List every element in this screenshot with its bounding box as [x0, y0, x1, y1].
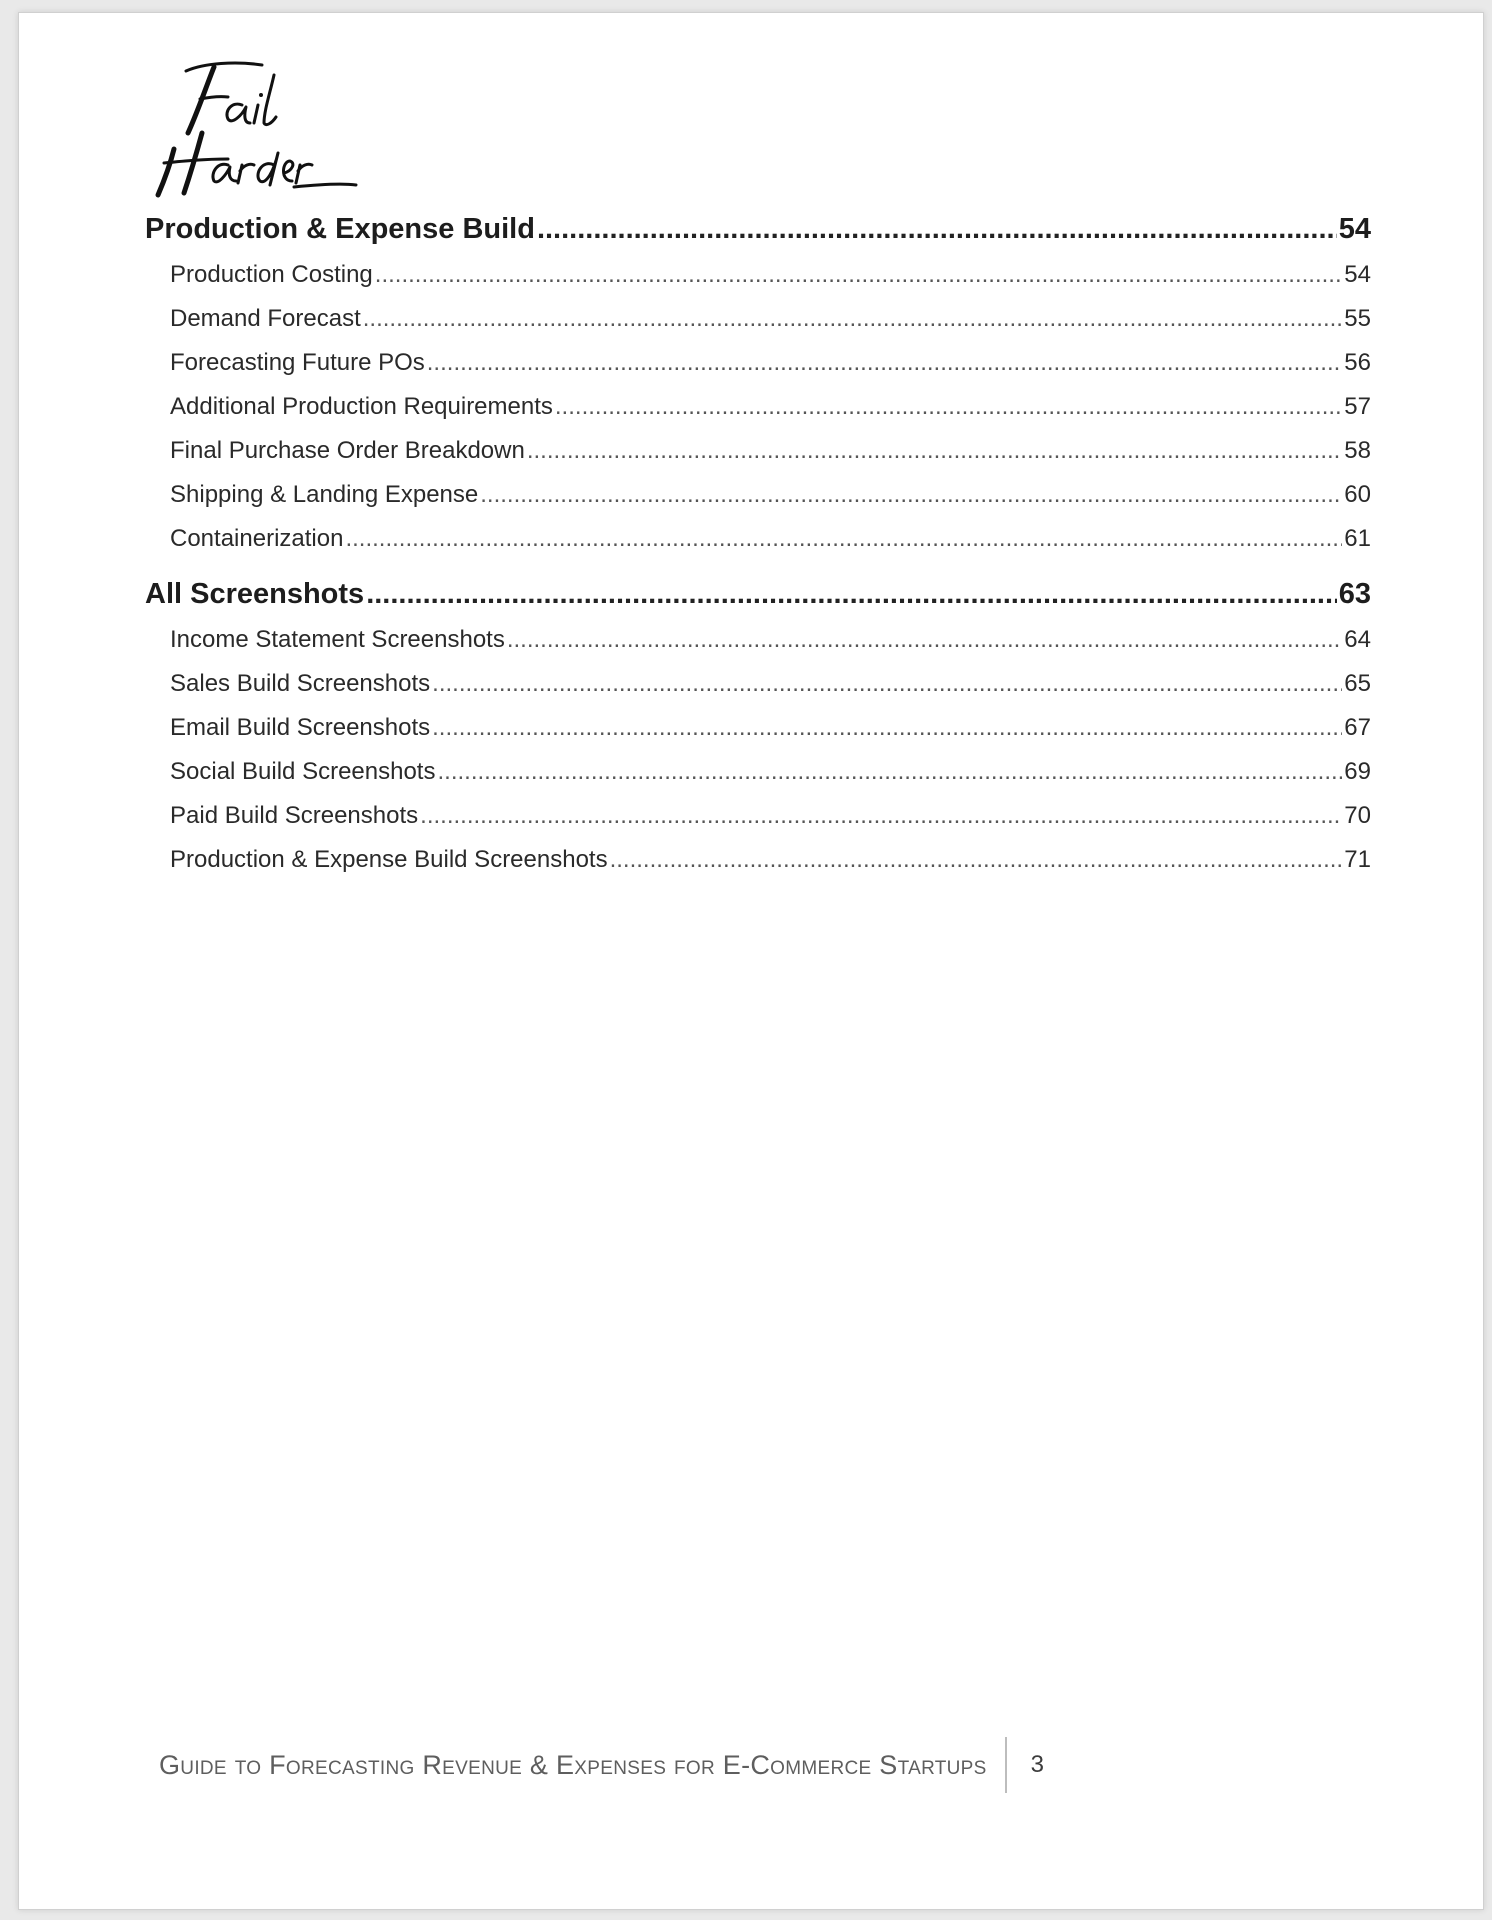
toc-entry-title: Demand Forecast [170, 305, 361, 332]
toc-entry-page-number: 58 [1344, 437, 1371, 464]
toc-entry-page-number: 57 [1344, 393, 1371, 420]
dot-leader [345, 517, 1342, 561]
toc-entry-title: Income Statement Screenshots [170, 626, 505, 653]
toc-entry-forecasting-future-pos[interactable] [145, 341, 1371, 385]
toc-entry-title: Sales Build Screenshots [170, 670, 431, 697]
toc-entry-production-expense-build-screenshots[interactable] [145, 838, 1371, 882]
toc-entry-title: Additional Production Requirements [170, 393, 553, 420]
toc-entry-page-number: 67 [1344, 714, 1371, 741]
toc-entry-social-build-screenshots[interactable] [145, 750, 1371, 794]
toc-entry-title: Containerization [170, 525, 344, 552]
footer-document-title: Guide to Forecasting Revenue & Expenses for E-Commerce Startups [159, 1737, 1007, 1793]
table-of-contents [145, 208, 1371, 882]
dot-leader [420, 794, 1342, 838]
toc-section-page-number: 54 [1338, 213, 1371, 245]
toc-entry-title: Production Costing [170, 261, 373, 288]
toc-section-title: Production & Expense Build [145, 213, 535, 245]
toc-entry-page-number: 69 [1344, 758, 1371, 785]
dot-leader [366, 573, 1337, 615]
toc-entry-page-number: 60 [1344, 481, 1371, 508]
toc-section-production-expense-build[interactable] [145, 208, 1371, 250]
toc-entry-page-number: 64 [1344, 626, 1371, 653]
dot-leader [480, 473, 1342, 517]
toc-entry-final-purchase-order-breakdown[interactable] [145, 429, 1371, 473]
toc-entry-page-number: 65 [1344, 670, 1371, 697]
toc-entry-shipping-landing-expense[interactable] [145, 473, 1371, 517]
toc-entry-title: Shipping & Landing Expense [170, 481, 479, 508]
toc-entry-title: Paid Build Screenshots [170, 802, 419, 829]
toc-entry-page-number: 61 [1344, 525, 1371, 552]
toc-entry-title: Email Build Screenshots [170, 714, 431, 741]
toc-entry-page-number: 56 [1344, 349, 1371, 376]
toc-entry-page-number: 54 [1344, 261, 1371, 288]
toc-section-title: All Screenshots [145, 578, 365, 610]
toc-entry-additional-production-requirements[interactable] [145, 385, 1371, 429]
dot-leader [375, 253, 1343, 297]
toc-entry-production-costing[interactable] [145, 253, 1371, 297]
footer-page-number: 3 [1030, 1751, 1044, 1778]
toc-entry-page-number: 70 [1344, 802, 1371, 829]
toc-entry-title: Production & Expense Build Screenshots [170, 846, 608, 873]
dot-leader [537, 208, 1337, 250]
dot-leader [527, 429, 1342, 473]
toc-section-all-screenshots[interactable] [145, 573, 1371, 615]
toc-entry-page-number: 55 [1344, 305, 1371, 332]
toc-entry-sales-build-screenshots[interactable] [145, 662, 1371, 706]
dot-leader [363, 297, 1343, 341]
toc-entry-title: Forecasting Future POs [170, 349, 425, 376]
toc-entry-containerization[interactable] [145, 517, 1371, 561]
document-page [18, 12, 1484, 1910]
fail-harder-logo [144, 53, 364, 203]
toc-entry-email-build-screenshots[interactable] [145, 706, 1371, 750]
toc-entry-income-statement-screenshots[interactable] [145, 618, 1371, 662]
toc-entry-title: Social Build Screenshots [170, 758, 436, 785]
toc-entry-paid-build-screenshots[interactable] [145, 794, 1371, 838]
dot-leader [507, 618, 1342, 662]
toc-section-page-number: 63 [1338, 578, 1371, 610]
dot-leader [437, 750, 1342, 794]
dot-leader [555, 385, 1342, 429]
dot-leader [427, 341, 1343, 385]
toc-entry-demand-forecast[interactable] [145, 297, 1371, 341]
dot-leader [610, 838, 1343, 882]
toc-entry-title: Final Purchase Order Breakdown [170, 437, 525, 464]
dot-leader [432, 706, 1342, 750]
toc-entry-page-number: 71 [1344, 846, 1371, 873]
dot-leader [432, 662, 1342, 706]
page-footer [159, 1737, 1044, 1793]
